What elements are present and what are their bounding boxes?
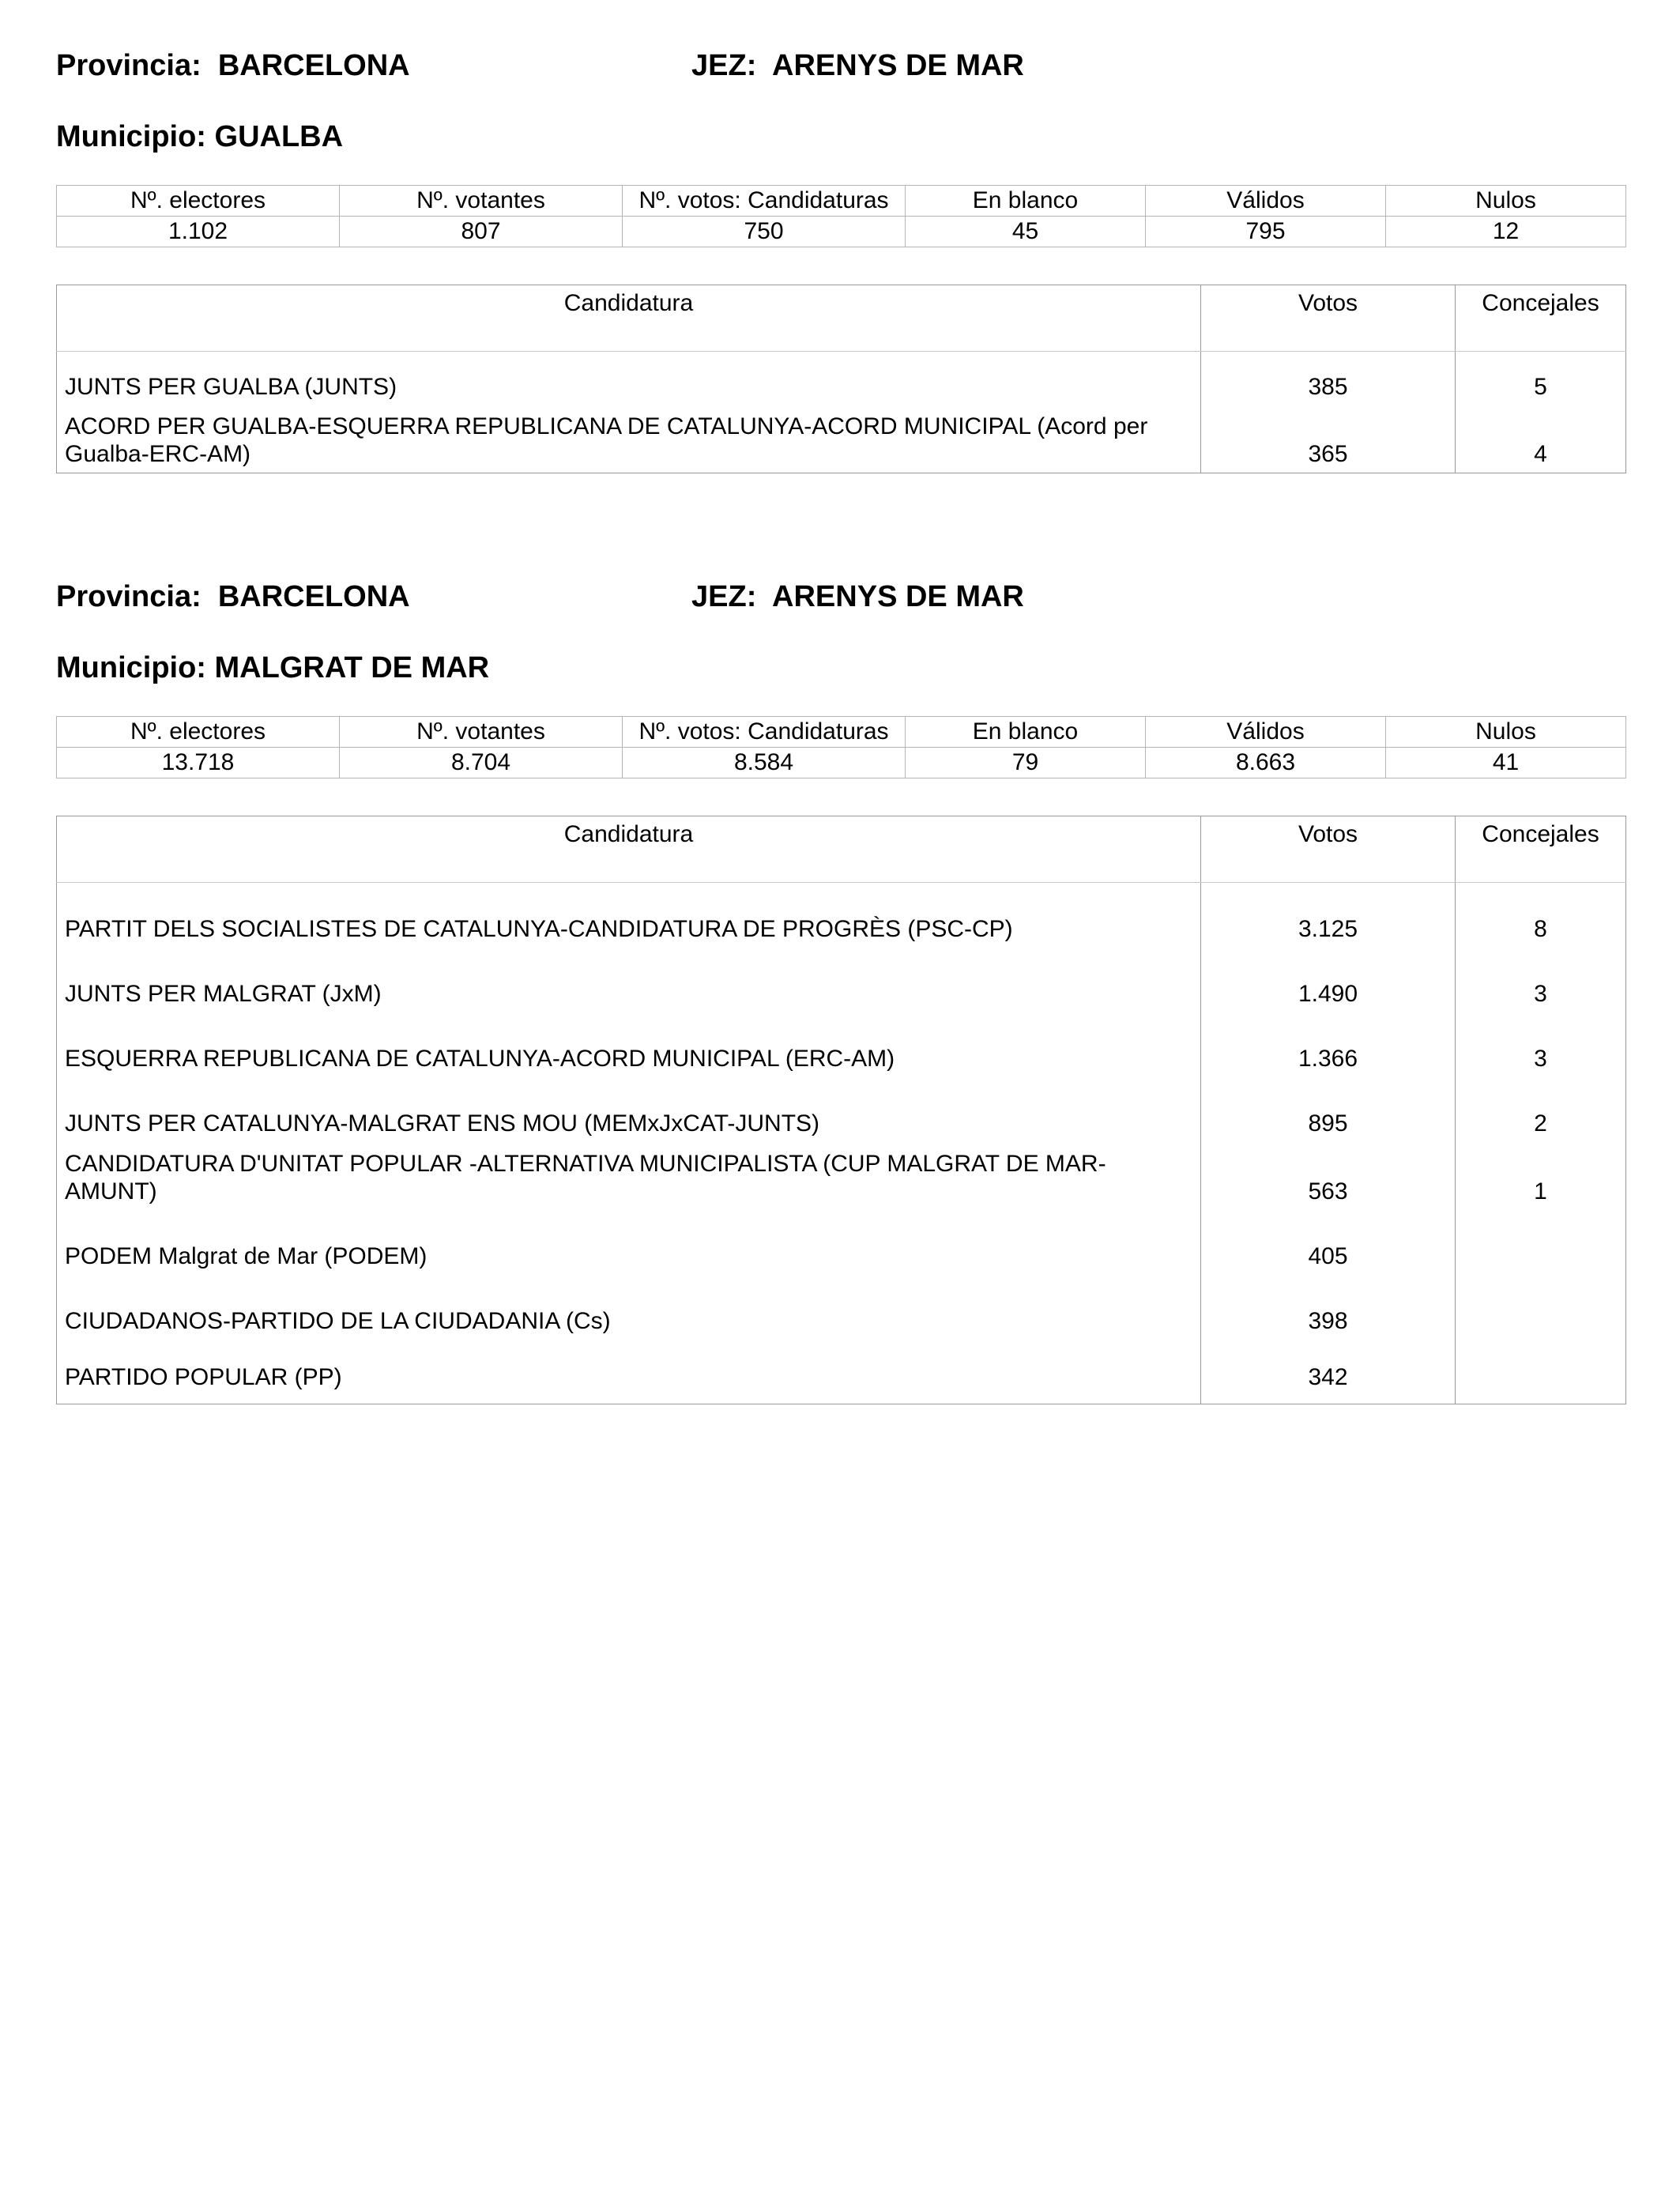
candidate-votes: 1.490 <box>1201 948 1456 1012</box>
candidate-name: CANDIDATURA D'UNITAT POPULAR -ALTERNATIVA MUNICIPALISTA (CUP MALGRAT DE MAR-AMUNT) <box>65 1150 1106 1204</box>
votos-header: Votos <box>1201 285 1456 352</box>
candidate-name: ESQUERRA REPUBLICANA DE CATALUNYA-ACORD MUNICIPAL (ERC-AM) <box>65 1045 895 1072</box>
candidate-row <box>57 1142 1626 1210</box>
stats-value-cell: 8.663 <box>1146 748 1386 778</box>
stats-value-row <box>57 748 1626 778</box>
concejales-header: Concejales <box>1456 285 1626 352</box>
stats-value-cell: 1.102 <box>57 217 340 247</box>
stats-header-cell: Nulos <box>1386 186 1626 217</box>
stats-value-cell: 79 <box>906 748 1146 778</box>
candidate-votes: 342 <box>1201 1340 1456 1404</box>
votos-header: Votos <box>1201 816 1456 883</box>
stats-value-cell: 8.584 <box>623 748 906 778</box>
stats-value-cell: 8.704 <box>340 748 623 778</box>
stats-header-cell: Nº. electores <box>57 186 340 217</box>
candidate-name: JUNTS PER GUALBA (JUNTS) <box>65 373 397 400</box>
candidate-row <box>57 1210 1626 1275</box>
candidate-name: PARTIT DELS SOCIALISTES DE CATALUNYA-CANDIDATURA DE PROGRÈS (PSC-CP) <box>65 915 1013 942</box>
candidate-seats: 4 <box>1456 405 1626 473</box>
stats-header-cell: Nulos <box>1386 717 1626 748</box>
candidate-seats: 5 <box>1456 352 1626 405</box>
stats-header-cell: Válidos <box>1146 717 1386 748</box>
candidate-name: CIUDADANOS-PARTIDO DE LA CIUDADANIA (Cs) <box>65 1307 611 1334</box>
candidate-seats: 1 <box>1456 1142 1626 1210</box>
candidate-row <box>57 1275 1626 1340</box>
stats-value-cell: 41 <box>1386 748 1626 778</box>
stats-header-cell: En blanco <box>906 186 1146 217</box>
candidate-name: ACORD PER GUALBA-ESQUERRA REPUBLICANA DE CATALUNYA-ACORD MUNICIPAL (Acord per Gualba-ERC-AM) <box>65 413 1148 467</box>
stats-table <box>56 185 1626 247</box>
candidate-votes: 365 <box>1201 405 1456 473</box>
candidate-name: PODEM Malgrat de Mar (PODEM) <box>65 1242 428 1269</box>
candidate-seats: 8 <box>1456 883 1626 948</box>
candidate-row <box>57 1077 1626 1142</box>
candidate-votes: 3.125 <box>1201 883 1456 948</box>
stats-value-cell: 750 <box>623 217 906 247</box>
stats-value-cell: 13.718 <box>57 748 340 778</box>
candidates-header-row <box>57 816 1626 883</box>
candidate-row <box>57 405 1626 473</box>
candidate-row <box>57 352 1626 405</box>
candidatura-header: Candidatura <box>57 285 1201 352</box>
stats-header-cell: Nº. votantes <box>340 717 623 748</box>
candidate-seats <box>1456 1210 1626 1275</box>
stats-value-cell: 795 <box>1146 217 1386 247</box>
stats-value-cell: 45 <box>906 217 1146 247</box>
candidate-votes: 398 <box>1201 1275 1456 1340</box>
stats-header-cell: Nº. electores <box>57 717 340 748</box>
stats-header-cell: Nº. votantes <box>340 186 623 217</box>
candidates-table <box>56 285 1626 473</box>
candidate-row <box>57 948 1626 1012</box>
stats-table <box>56 716 1626 778</box>
provincia-label: Provincia: BARCELONA <box>56 580 410 613</box>
candidate-seats: 3 <box>1456 948 1626 1012</box>
candidate-name: PARTIDO POPULAR (PP) <box>65 1364 342 1390</box>
candidates-table <box>56 816 1626 1404</box>
stats-header-row <box>57 186 1626 217</box>
candidates-header-row <box>57 285 1626 352</box>
stats-header-cell: Nº. votos: Candidaturas <box>623 717 906 748</box>
stats-value-cell: 12 <box>1386 217 1626 247</box>
candidate-votes: 1.366 <box>1201 1012 1456 1077</box>
jez-label: JEZ: ARENYS DE MAR <box>691 49 1024 82</box>
provincia-label: Provincia: BARCELONA <box>56 49 410 82</box>
candidate-row <box>57 1012 1626 1077</box>
candidate-votes: 405 <box>1201 1210 1456 1275</box>
stats-header-cell: Válidos <box>1146 186 1386 217</box>
section-header <box>56 580 1625 628</box>
candidate-seats: 3 <box>1456 1012 1626 1077</box>
candidate-name: JUNTS PER MALGRAT (JxM) <box>65 980 382 1007</box>
concejales-header: Concejales <box>1456 816 1626 883</box>
municipality-section-malgrat <box>56 580 1625 1418</box>
candidatura-header: Candidatura <box>57 816 1201 883</box>
candidate-name: JUNTS PER CATALUNYA-MALGRAT ENS MOU (MEMxJxCAT-JUNTS) <box>65 1110 820 1137</box>
stats-header-cell: En blanco <box>906 717 1146 748</box>
candidate-seats <box>1456 1340 1626 1404</box>
stats-header-cell: Nº. votos: Candidaturas <box>623 186 906 217</box>
candidate-votes: 895 <box>1201 1077 1456 1142</box>
section-header <box>56 49 1625 96</box>
municipio-label: Municipio: GUALBA <box>56 120 344 153</box>
candidate-votes: 563 <box>1201 1142 1456 1210</box>
candidate-votes: 385 <box>1201 352 1456 405</box>
candidate-row <box>57 883 1626 948</box>
municipality-section-gualba <box>56 49 1625 492</box>
candidate-seats <box>1456 1275 1626 1340</box>
jez-label: JEZ: ARENYS DE MAR <box>691 580 1024 613</box>
candidate-row <box>57 1340 1626 1404</box>
candidate-seats: 2 <box>1456 1077 1626 1142</box>
stats-header-row <box>57 717 1626 748</box>
stats-value-row <box>57 217 1626 247</box>
stats-value-cell: 807 <box>340 217 623 247</box>
municipio-label: Municipio: MALGRAT DE MAR <box>56 651 490 684</box>
